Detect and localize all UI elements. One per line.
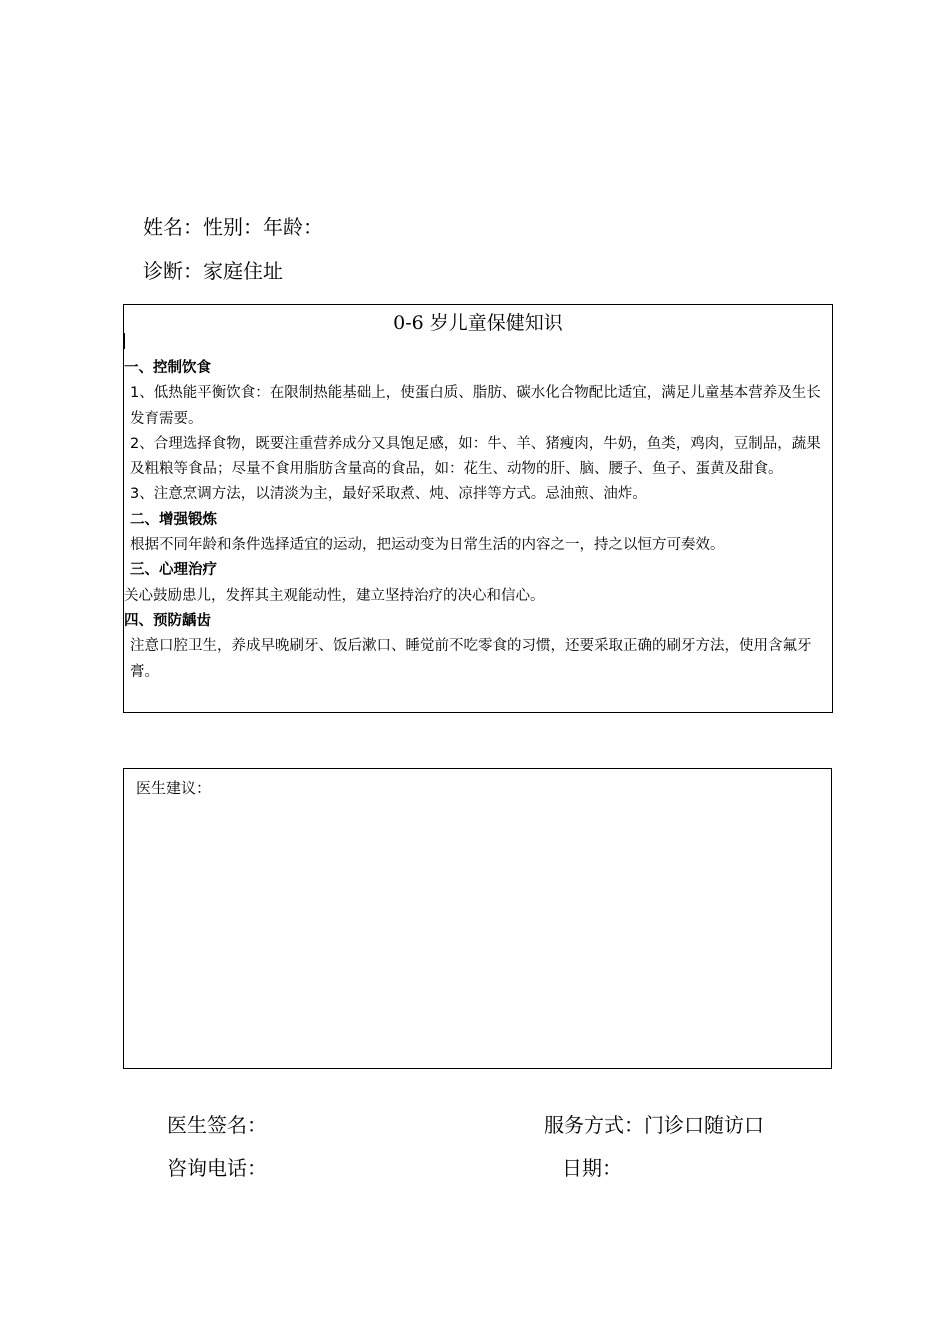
text-cursor-mark xyxy=(124,333,125,349)
consult-phone-label: 咨询电话： xyxy=(167,1156,267,1180)
diagnosis-address-line: 诊断：家庭住址 xyxy=(143,259,283,283)
service-mode-label: 服务方式：门诊口随访口 xyxy=(544,1113,764,1137)
section-heading-exercise: 二、增强锻炼 xyxy=(130,511,217,528)
diet-item-1: 1、低热能平衡饮食：在限制热能基础上，使蛋白质、脂肪、碳水化合物配比适宜，满足儿童基本营养及生长发育需要。 xyxy=(130,385,821,427)
dental-item: 注意口腔卫生，养成早晚刷牙、饭后漱口、睡觉前不吃零食的习惯，还要采取正确的刷牙方法，使用含氟牙膏。 xyxy=(130,638,812,680)
health-knowledge-box xyxy=(123,304,833,713)
section-heading-psychology: 三、心理治疗 xyxy=(130,562,217,579)
diet-item-3: 3、注意烹调方法，以清淡为主，最好采取煮、炖、凉拌等方式。忌油煎、油炸。 xyxy=(130,486,647,503)
doctor-advice-label: 医生建议： xyxy=(136,779,212,797)
psychology-item: 关心鼓励患儿，发挥其主观能动性，建立坚持治疗的决心和信心。 xyxy=(124,587,545,604)
knowledge-title: 0-6 岁儿童保健知识 xyxy=(393,312,563,334)
date-label: 日期： xyxy=(562,1156,622,1180)
section-heading-dental: 四、预防龋齿 xyxy=(124,612,211,629)
diet-item-2: 2、合理选择食物，既要注重营养成分又具饱足感，如：牛、羊、猪瘦肉，牛奶，鱼类，鸡肉，豆制品，蔬果及粗粮等食品；尽量不食用脂肪含量高的食品，如：花生、动物的肝、脑、腰子、鱼子、蛋黄及甜食。 xyxy=(130,435,821,478)
exercise-item: 根据不同年龄和条件选择适宜的运动，把运动变为日常生活的内容之一，持之以恒方可奏效。 xyxy=(130,537,725,554)
knowledge-content xyxy=(124,356,832,685)
name-gender-age-line: 姓名：性别：年龄： xyxy=(143,215,323,239)
doctor-signature-label: 医生签名： xyxy=(167,1113,267,1137)
doctor-advice-box[interactable] xyxy=(123,768,832,1069)
section-heading-diet: 一、控制饮食 xyxy=(124,360,211,376)
